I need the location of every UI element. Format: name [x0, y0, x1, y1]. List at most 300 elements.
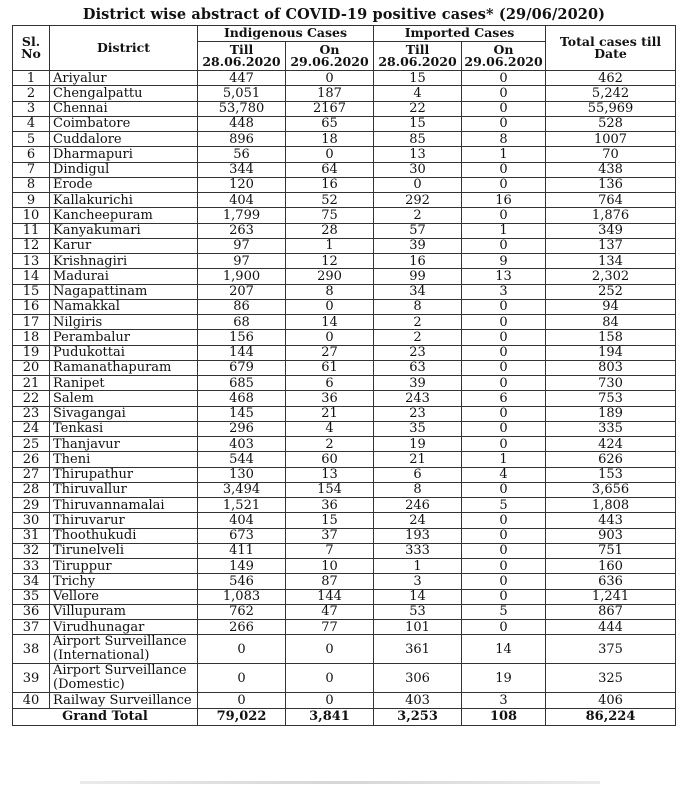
cell-district: Nilgiris [50, 315, 198, 330]
cell-imported-on: 0 [462, 574, 546, 589]
cell-total: 443 [546, 513, 676, 528]
cell-indigenous-on: 187 [286, 86, 374, 101]
cell-district: Salem [50, 391, 198, 406]
cell-indigenous-till: 1,083 [198, 589, 286, 604]
table-row [13, 284, 676, 299]
cell-indigenous-on: 8 [286, 284, 374, 299]
cell-district: Pudukottai [50, 345, 198, 360]
table-row [13, 147, 676, 162]
cell-imported-on: 0 [462, 376, 546, 391]
cell-total: 349 [546, 223, 676, 238]
cell-imported-till: 34 [374, 284, 462, 299]
cell-indigenous-till: 68 [198, 315, 286, 330]
cell-sl-no: 29 [13, 498, 50, 513]
cell-sl-no: 7 [13, 162, 50, 177]
cell-indigenous-on: 14 [286, 315, 374, 330]
cell-district: Railway Surveillance [50, 693, 198, 708]
cell-district: Dindigul [50, 162, 198, 177]
cell-district: Dharmapuri [50, 147, 198, 162]
cell-imported-on: 0 [462, 238, 546, 253]
cell-total: 325 [546, 664, 676, 693]
cell-sl-no: 8 [13, 177, 50, 192]
cell-imported-till: 15 [374, 71, 462, 86]
table-row [13, 376, 676, 391]
district-cases-table [12, 25, 676, 726]
cell-indigenous-till: 145 [198, 406, 286, 421]
cell-indigenous-on: 0 [286, 147, 374, 162]
cell-indigenous-on: 61 [286, 360, 374, 375]
cell-indigenous-on: 13 [286, 467, 374, 482]
header-district: District [50, 26, 198, 71]
table-row [13, 664, 676, 693]
cell-imported-on: 6 [462, 391, 546, 406]
cell-indigenous-till: 685 [198, 376, 286, 391]
table-row [13, 208, 676, 223]
cell-total: 153 [546, 467, 676, 482]
table-row [13, 116, 676, 131]
cell-total: 136 [546, 177, 676, 192]
cell-indigenous-till: 344 [198, 162, 286, 177]
cell-imported-on: 0 [462, 71, 546, 86]
cell-indigenous-till: 1,799 [198, 208, 286, 223]
cell-sl-no: 21 [13, 376, 50, 391]
cell-indigenous-till: 404 [198, 513, 286, 528]
table-row [13, 559, 676, 574]
table-row [13, 467, 676, 482]
cell-total: 764 [546, 193, 676, 208]
table-row [13, 299, 676, 314]
cell-imported-on: 3 [462, 284, 546, 299]
cell-total: 134 [546, 254, 676, 269]
cell-imported-on: 0 [462, 162, 546, 177]
header-imported-cases: Imported Cases [374, 26, 546, 42]
table-row [13, 604, 676, 619]
cell-imported-on: 0 [462, 177, 546, 192]
cell-imported-till: 39 [374, 376, 462, 391]
cell-indigenous-on: 21 [286, 406, 374, 421]
cell-indigenous-on: 87 [286, 574, 374, 589]
cell-indigenous-till: 546 [198, 574, 286, 589]
cell-district: Thanjavur [50, 437, 198, 452]
cell-imported-till: 35 [374, 421, 462, 436]
cell-sl-no: 16 [13, 299, 50, 314]
cell-indigenous-till: 149 [198, 559, 286, 574]
cell-district: Sivagangai [50, 406, 198, 421]
cell-district: Ramanathapuram [50, 360, 198, 375]
cell-indigenous-on: 77 [286, 620, 374, 635]
cell-indigenous-till: 1,521 [198, 498, 286, 513]
table-body [13, 71, 676, 709]
grand-total-indigenous-on: 3,841 [286, 708, 374, 725]
cell-imported-on: 0 [462, 116, 546, 131]
cell-district: Krishnagiri [50, 254, 198, 269]
cell-imported-till: 361 [374, 635, 462, 664]
cell-indigenous-on: 2167 [286, 101, 374, 116]
cell-indigenous-till: 86 [198, 299, 286, 314]
table-row [13, 391, 676, 406]
cell-total: 375 [546, 635, 676, 664]
cell-imported-on: 8 [462, 132, 546, 147]
cell-total: 5,242 [546, 86, 676, 101]
table-row [13, 482, 676, 497]
cell-total: 1,241 [546, 589, 676, 604]
cell-sl-no: 26 [13, 452, 50, 467]
cell-sl-no: 17 [13, 315, 50, 330]
cell-imported-till: 23 [374, 345, 462, 360]
header-row-1 [13, 26, 676, 42]
cell-indigenous-till: 411 [198, 543, 286, 558]
cell-indigenous-on: 0 [286, 299, 374, 314]
cell-imported-on: 0 [462, 589, 546, 604]
table-row [13, 620, 676, 635]
cell-imported-on: 0 [462, 315, 546, 330]
cell-imported-till: 16 [374, 254, 462, 269]
table-row [13, 254, 676, 269]
table-row [13, 406, 676, 421]
cell-total: 438 [546, 162, 676, 177]
cell-district: Thiruvannamalai [50, 498, 198, 513]
cell-sl-no: 23 [13, 406, 50, 421]
cell-total: 189 [546, 406, 676, 421]
cell-total: 462 [546, 71, 676, 86]
cell-indigenous-on: 64 [286, 162, 374, 177]
table-row [13, 528, 676, 543]
cell-district: Nagapattinam [50, 284, 198, 299]
table-row [13, 223, 676, 238]
cell-sl-no: 6 [13, 147, 50, 162]
cell-indigenous-till: 3,494 [198, 482, 286, 497]
cell-sl-no: 28 [13, 482, 50, 497]
cell-total: 444 [546, 620, 676, 635]
cell-imported-till: 4 [374, 86, 462, 101]
cell-imported-on: 0 [462, 437, 546, 452]
cell-sl-no: 38 [13, 635, 50, 664]
grand-total-row [13, 708, 676, 725]
cell-total: 84 [546, 315, 676, 330]
cell-indigenous-on: 15 [286, 513, 374, 528]
cell-district: Vellore [50, 589, 198, 604]
cell-total: 867 [546, 604, 676, 619]
cell-sl-no: 14 [13, 269, 50, 284]
cell-district: Ranipet [50, 376, 198, 391]
cell-sl-no: 1 [13, 71, 50, 86]
cell-sl-no: 25 [13, 437, 50, 452]
cell-sl-no: 15 [13, 284, 50, 299]
cell-total: 406 [546, 693, 676, 708]
cell-indigenous-till: 156 [198, 330, 286, 345]
table-row [13, 315, 676, 330]
cell-imported-on: 0 [462, 101, 546, 116]
cell-district: Tenkasi [50, 421, 198, 436]
cell-total: 3,656 [546, 482, 676, 497]
cell-indigenous-till: 447 [198, 71, 286, 86]
cell-district: Karur [50, 238, 198, 253]
cell-total: 158 [546, 330, 676, 345]
cell-indigenous-till: 56 [198, 147, 286, 162]
table-row [13, 360, 676, 375]
cell-imported-till: 22 [374, 101, 462, 116]
cell-total: 626 [546, 452, 676, 467]
grand-total-indigenous-till: 79,022 [198, 708, 286, 725]
cell-imported-on: 16 [462, 193, 546, 208]
table-row [13, 437, 676, 452]
cell-imported-till: 1 [374, 559, 462, 574]
cell-indigenous-on: 52 [286, 193, 374, 208]
cell-imported-till: 8 [374, 299, 462, 314]
cell-indigenous-on: 75 [286, 208, 374, 223]
cell-sl-no: 2 [13, 86, 50, 101]
cell-district: Airport Surveillance (International) [50, 635, 198, 664]
table-row [13, 330, 676, 345]
cell-imported-on: 3 [462, 693, 546, 708]
cell-indigenous-till: 296 [198, 421, 286, 436]
cell-indigenous-till: 207 [198, 284, 286, 299]
grand-total-imported-on: 108 [462, 708, 546, 725]
cell-imported-on: 0 [462, 86, 546, 101]
cell-total: 803 [546, 360, 676, 375]
cell-district: Thirupathur [50, 467, 198, 482]
cell-indigenous-till: 120 [198, 177, 286, 192]
cell-indigenous-till: 468 [198, 391, 286, 406]
cell-imported-on: 13 [462, 269, 546, 284]
cell-sl-no: 34 [13, 574, 50, 589]
cell-imported-on: 1 [462, 223, 546, 238]
cell-imported-till: 2 [374, 330, 462, 345]
cell-indigenous-on: 16 [286, 177, 374, 192]
cell-indigenous-on: 0 [286, 664, 374, 693]
header-indigenous-on: On 29.06.2020 [286, 42, 374, 71]
cell-indigenous-on: 2 [286, 437, 374, 452]
table-row [13, 693, 676, 708]
cell-imported-till: 3 [374, 574, 462, 589]
cell-imported-till: 23 [374, 406, 462, 421]
cell-imported-on: 0 [462, 482, 546, 497]
cell-total: 194 [546, 345, 676, 360]
cell-indigenous-on: 36 [286, 391, 374, 406]
cell-sl-no: 5 [13, 132, 50, 147]
cell-imported-till: 57 [374, 223, 462, 238]
cell-sl-no: 11 [13, 223, 50, 238]
cell-sl-no: 36 [13, 604, 50, 619]
cell-indigenous-on: 290 [286, 269, 374, 284]
cell-imported-till: 21 [374, 452, 462, 467]
cell-imported-till: 15 [374, 116, 462, 131]
cell-sl-no: 10 [13, 208, 50, 223]
cell-imported-till: 2 [374, 315, 462, 330]
cell-imported-till: 2 [374, 208, 462, 223]
cell-indigenous-on: 65 [286, 116, 374, 131]
cell-imported-on: 0 [462, 345, 546, 360]
cell-district: Thiruvarur [50, 513, 198, 528]
cell-sl-no: 13 [13, 254, 50, 269]
cell-imported-on: 0 [462, 513, 546, 528]
cell-indigenous-on: 60 [286, 452, 374, 467]
cell-imported-till: 193 [374, 528, 462, 543]
table-row [13, 101, 676, 116]
table-row [13, 162, 676, 177]
grand-total-imported-till: 3,253 [374, 708, 462, 725]
cell-indigenous-on: 6 [286, 376, 374, 391]
cell-district: Theni [50, 452, 198, 467]
cell-imported-on: 0 [462, 406, 546, 421]
table-row [13, 513, 676, 528]
table-row [13, 452, 676, 467]
cell-total: 252 [546, 284, 676, 299]
cell-sl-no: 3 [13, 101, 50, 116]
cell-imported-till: 24 [374, 513, 462, 528]
cell-indigenous-till: 896 [198, 132, 286, 147]
cell-imported-till: 403 [374, 693, 462, 708]
cell-imported-on: 0 [462, 360, 546, 375]
cell-imported-on: 14 [462, 635, 546, 664]
cell-indigenous-till: 130 [198, 467, 286, 482]
cell-district: Erode [50, 177, 198, 192]
cell-district: Madurai [50, 269, 198, 284]
cell-district: Tirunelveli [50, 543, 198, 558]
cell-indigenous-on: 154 [286, 482, 374, 497]
cell-district: Kallakurichi [50, 193, 198, 208]
cell-indigenous-on: 0 [286, 71, 374, 86]
cell-indigenous-till: 5,051 [198, 86, 286, 101]
cell-indigenous-till: 0 [198, 664, 286, 693]
cell-imported-on: 0 [462, 559, 546, 574]
header-sl-no: Sl. No [13, 26, 50, 71]
cell-imported-on: 0 [462, 620, 546, 635]
cell-imported-till: 101 [374, 620, 462, 635]
cell-imported-till: 19 [374, 437, 462, 452]
page-title: District wise abstract of COVID-19 positive cases* (29/06/2020) [82, 6, 606, 23]
cell-district: Kancheepuram [50, 208, 198, 223]
table-row [13, 543, 676, 558]
cell-sl-no: 9 [13, 193, 50, 208]
cell-indigenous-on: 0 [286, 693, 374, 708]
grand-total-total: 86,224 [546, 708, 676, 725]
cell-imported-till: 85 [374, 132, 462, 147]
cell-indigenous-till: 0 [198, 693, 286, 708]
cell-district: Tiruppur [50, 559, 198, 574]
table-row [13, 574, 676, 589]
cell-indigenous-on: 1 [286, 238, 374, 253]
cell-indigenous-on: 27 [286, 345, 374, 360]
cell-imported-on: 0 [462, 528, 546, 543]
cell-imported-till: 30 [374, 162, 462, 177]
cell-sl-no: 19 [13, 345, 50, 360]
cell-indigenous-till: 97 [198, 238, 286, 253]
cell-imported-till: 246 [374, 498, 462, 513]
cell-total: 730 [546, 376, 676, 391]
cell-imported-on: 9 [462, 254, 546, 269]
cell-indigenous-on: 36 [286, 498, 374, 513]
cell-district: Namakkal [50, 299, 198, 314]
table-row [13, 345, 676, 360]
cell-sl-no: 32 [13, 543, 50, 558]
cell-total: 528 [546, 116, 676, 131]
cell-district: Chengalpattu [50, 86, 198, 101]
cell-indigenous-till: 263 [198, 223, 286, 238]
cell-district: Airport Surveillance (Domestic) [50, 664, 198, 693]
table-row [13, 238, 676, 253]
cell-sl-no: 30 [13, 513, 50, 528]
cell-indigenous-on: 144 [286, 589, 374, 604]
cell-imported-on: 0 [462, 299, 546, 314]
cell-indigenous-on: 7 [286, 543, 374, 558]
header-indigenous-till: Till 28.06.2020 [198, 42, 286, 71]
table-row [13, 193, 676, 208]
header-imported-till: Till 28.06.2020 [374, 42, 462, 71]
cell-sl-no: 35 [13, 589, 50, 604]
cell-sl-no: 31 [13, 528, 50, 543]
grand-total-label: Grand Total [13, 708, 198, 725]
cell-sl-no: 4 [13, 116, 50, 131]
cell-imported-on: 0 [462, 421, 546, 436]
cell-imported-till: 14 [374, 589, 462, 604]
cell-sl-no: 37 [13, 620, 50, 635]
cell-indigenous-till: 679 [198, 360, 286, 375]
header-total-cases: Total cases till Date [546, 26, 676, 71]
cell-district: Thoothukudi [50, 528, 198, 543]
table-row [13, 498, 676, 513]
table-row [13, 635, 676, 664]
cell-imported-on: 5 [462, 498, 546, 513]
cell-total: 636 [546, 574, 676, 589]
cell-imported-till: 306 [374, 664, 462, 693]
cell-imported-on: 0 [462, 330, 546, 345]
cell-indigenous-on: 0 [286, 330, 374, 345]
cell-imported-till: 243 [374, 391, 462, 406]
cell-total: 753 [546, 391, 676, 406]
cell-imported-till: 53 [374, 604, 462, 619]
cell-indigenous-till: 544 [198, 452, 286, 467]
cell-district: Perambalur [50, 330, 198, 345]
cell-imported-till: 99 [374, 269, 462, 284]
table-row [13, 589, 676, 604]
cell-total: 903 [546, 528, 676, 543]
cell-total: 1,808 [546, 498, 676, 513]
cell-indigenous-till: 0 [198, 635, 286, 664]
cell-imported-till: 6 [374, 467, 462, 482]
cell-imported-on: 0 [462, 208, 546, 223]
cell-imported-on: 4 [462, 467, 546, 482]
cropped-footnote [80, 781, 600, 784]
cell-imported-till: 13 [374, 147, 462, 162]
cell-indigenous-till: 403 [198, 437, 286, 452]
cell-indigenous-on: 10 [286, 559, 374, 574]
cell-sl-no: 22 [13, 391, 50, 406]
cell-sl-no: 27 [13, 467, 50, 482]
cell-district: Cuddalore [50, 132, 198, 147]
cell-total: 1007 [546, 132, 676, 147]
cell-sl-no: 24 [13, 421, 50, 436]
cell-district: Coimbatore [50, 116, 198, 131]
cell-district: Villupuram [50, 604, 198, 619]
cell-district: Ariyalur [50, 71, 198, 86]
cell-imported-on: 1 [462, 452, 546, 467]
cell-sl-no: 12 [13, 238, 50, 253]
cell-district: Chennai [50, 101, 198, 116]
cell-indigenous-on: 0 [286, 635, 374, 664]
cell-total: 424 [546, 437, 676, 452]
cell-indigenous-on: 28 [286, 223, 374, 238]
cell-indigenous-till: 144 [198, 345, 286, 360]
cell-indigenous-on: 47 [286, 604, 374, 619]
cell-total: 70 [546, 147, 676, 162]
cell-district: Thiruvallur [50, 482, 198, 497]
table-row [13, 71, 676, 86]
table-row [13, 132, 676, 147]
cell-sl-no: 40 [13, 693, 50, 708]
cell-imported-till: 292 [374, 193, 462, 208]
cell-indigenous-till: 266 [198, 620, 286, 635]
